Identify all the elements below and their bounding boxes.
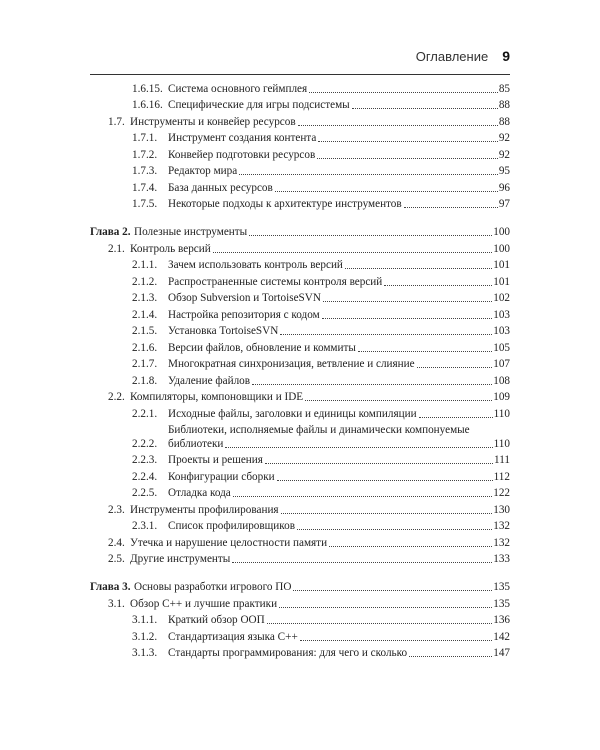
toc-entry-page: 135 <box>493 597 510 610</box>
leader-dots <box>329 546 492 547</box>
leader-dots <box>322 318 493 319</box>
toc-entry-title: Зачем использовать контроль версий <box>168 259 343 271</box>
toc-entry[interactable] <box>90 223 510 239</box>
toc-entry-number: 2.2. <box>108 391 125 403</box>
leader-dots <box>279 607 492 608</box>
toc-entry-title-cell <box>168 324 279 338</box>
toc-entry-number: 2.1.8. <box>132 374 158 387</box>
leader-dots <box>277 480 493 481</box>
toc-entry-number: 2.1.5. <box>132 325 158 337</box>
leader-dots <box>409 656 492 657</box>
toc-entry-number: 3.1. <box>108 597 125 610</box>
toc-entry-title: Стандарты программирования: для чего и сколько <box>168 647 408 659</box>
toc-entry-page: 96 <box>498 181 510 194</box>
toc-entry[interactable] <box>90 421 510 451</box>
toc-entry[interactable] <box>90 404 510 421</box>
toc-entry[interactable] <box>90 322 510 339</box>
toc-entry-title-cell <box>130 536 328 550</box>
toc-entry[interactable] <box>90 112 510 129</box>
leader-dots <box>419 417 493 418</box>
toc-entry-title-cell <box>134 580 292 594</box>
leader-dots <box>300 640 492 641</box>
toc-entry-title: Проекты и решения <box>168 454 263 466</box>
toc-entry-page: 122 <box>493 487 510 499</box>
toc-entry-number: 2.1.4. <box>132 308 158 321</box>
toc-entry[interactable] <box>90 533 510 550</box>
toc-entry-title: Конфигурации сборки <box>168 470 275 483</box>
toc-entry-page: 105 <box>493 341 510 354</box>
toc-entry-title-cell <box>130 503 280 517</box>
toc-entry-number: 2.1.2. <box>132 275 158 288</box>
running-header <box>416 48 510 64</box>
toc-entry-title: Контроль версий <box>130 242 211 255</box>
toc-entry[interactable] <box>90 371 510 388</box>
toc-entry-title: Отладка кода <box>168 487 231 499</box>
toc-entry-page: 110 <box>493 437 510 450</box>
toc-entry-title-cell <box>168 197 403 211</box>
toc-entry[interactable] <box>90 305 510 322</box>
toc-entry-title-cell <box>130 115 297 129</box>
toc-entry-page: 132 <box>493 536 510 549</box>
leader-dots <box>345 268 492 269</box>
toc-entry-title: Версии файлов, обновление и коммиты <box>168 341 356 354</box>
toc-entry[interactable] <box>90 467 510 484</box>
leader-dots <box>318 141 498 142</box>
toc-entry-number: 1.7.3. <box>132 165 158 177</box>
toc-entry-number: 2.2.4. <box>132 470 158 483</box>
leader-dots <box>358 351 492 352</box>
toc-entry-page: 102 <box>493 292 510 304</box>
toc-entry-page: 142 <box>493 630 510 643</box>
toc-entry-title-cell <box>168 374 251 388</box>
leader-dots <box>281 513 493 514</box>
leader-dots <box>213 252 492 253</box>
leader-dots <box>293 590 492 591</box>
toc-entry-number: 2.1.1. <box>132 259 158 271</box>
leader-dots <box>323 301 492 302</box>
toc-entry-number: 2.3. <box>108 503 125 516</box>
toc-entry-title-cell <box>130 552 231 566</box>
toc-entry-title: Компиляторы, компоновщики и IDE <box>130 391 304 403</box>
toc-entry-title-cell <box>168 98 351 112</box>
toc-entry-title: Исходные файлы, заголовки и единицы компиляции <box>168 407 417 420</box>
page-number: 9 <box>502 48 510 64</box>
toc-entry[interactable] <box>90 178 510 195</box>
toc-entry[interactable] <box>90 96 510 113</box>
toc-entry-title: Краткий обзор ООП <box>168 614 265 626</box>
toc-entry-number: 2.5. <box>108 553 125 565</box>
toc-entry-title-cell <box>168 407 418 421</box>
toc-entry-page: 107 <box>493 358 510 370</box>
toc-entry-number: 1.7.2. <box>132 148 158 161</box>
toc-entry-title: Специфические для игры подсистемы <box>168 99 350 111</box>
toc-entry-title-cell <box>168 148 316 162</box>
toc-entry[interactable] <box>90 388 510 405</box>
toc-entry-title: Редактор мира <box>168 165 238 177</box>
toc-entry[interactable] <box>90 517 510 534</box>
toc-entry-title: Система основного геймплея <box>168 82 308 95</box>
toc-entry-title-cell <box>168 357 416 371</box>
toc-entry-page: 85 <box>498 82 510 95</box>
toc-entry[interactable] <box>90 484 510 501</box>
toc-entry-page: 92 <box>498 148 510 161</box>
toc-entry[interactable] <box>90 195 510 212</box>
toc-entry-number: 3.1.1. <box>132 614 158 626</box>
toc-entry-title: Список профилировщиков <box>168 520 296 532</box>
toc-entry[interactable] <box>90 594 510 611</box>
leader-dots <box>417 367 493 368</box>
toc-entry-page: 88 <box>498 115 510 128</box>
toc-entry-number: 2.3.1. <box>132 520 158 532</box>
toc-entry-page: 110 <box>493 407 510 420</box>
toc-entry-title-cell <box>168 519 296 533</box>
toc-entry-title-cell <box>168 275 383 289</box>
toc-entry[interactable] <box>90 611 510 628</box>
toc-entry-title-cell <box>168 308 321 322</box>
toc-entry-page: 103 <box>493 308 510 321</box>
toc-entry-number: 1.7.4. <box>132 181 158 194</box>
toc-entry-number: 3.1.2. <box>132 630 158 643</box>
toc-entry-number: 2.1.6. <box>132 341 158 354</box>
leader-dots <box>309 92 498 93</box>
toc-entry[interactable] <box>90 627 510 644</box>
toc-entry[interactable] <box>90 500 510 517</box>
toc-entry-title-cell <box>168 82 308 96</box>
toc-entry-title-cell <box>168 613 266 627</box>
toc-entry-title: Настройка репозитория с кодом <box>168 308 320 321</box>
leader-dots <box>384 285 492 286</box>
toc-entry[interactable] <box>90 578 510 594</box>
toc-entry-title-cell <box>168 258 344 272</box>
toc-entry-number: 1.7. <box>108 115 125 128</box>
toc-entry[interactable] <box>90 129 510 146</box>
toc-entry-title-cell <box>168 470 276 484</box>
toc-entry-page: 135 <box>493 581 510 593</box>
toc-entry-title-cell <box>168 453 264 467</box>
leader-dots <box>275 191 498 192</box>
toc-entry-title-continued: библиотеки <box>168 437 224 450</box>
toc-entry[interactable] <box>90 256 510 273</box>
toc-entry-number: 2.1. <box>108 242 125 255</box>
toc-entry-page: 103 <box>493 325 510 337</box>
running-header-title: Оглавление <box>415 49 489 64</box>
leader-dots <box>297 529 492 530</box>
leader-dots <box>352 108 498 109</box>
toc-entry-title-cell <box>168 486 232 500</box>
toc-entry-page: 112 <box>493 470 510 483</box>
toc-entry-title: Обзор Subversion и TortoiseSVN <box>168 292 321 304</box>
toc-entry-title-line2 <box>168 437 510 451</box>
toc-entry-title-cell <box>134 225 248 239</box>
toc-entry-page: 147 <box>493 647 510 659</box>
toc-entry-title: Некоторые подходы к архитектуре инструментов <box>168 198 402 210</box>
toc-entry-page: 136 <box>493 614 510 626</box>
toc-entry-title-cell <box>168 630 299 644</box>
toc-entry-title: Инструмент создания контента <box>168 132 317 144</box>
toc-entry-page: 97 <box>498 198 510 210</box>
toc-entry-title: Установка TortoiseSVN <box>168 325 279 337</box>
toc-entry-page: 95 <box>498 165 510 177</box>
toc-entry-title-cell <box>130 242 212 256</box>
toc-entry-title: Библиотеки, исполняемые файлы и динамически компонуемые <box>168 423 470 436</box>
toc-entry-page: 133 <box>493 553 510 565</box>
toc-entry-page: 109 <box>493 391 510 403</box>
toc-entry[interactable] <box>90 550 510 567</box>
toc-entry[interactable] <box>90 272 510 289</box>
leader-dots <box>249 235 492 236</box>
toc-entry[interactable] <box>90 644 510 661</box>
toc-entry-title-cell <box>168 291 322 305</box>
toc-entry-title: Другие инструменты <box>130 553 231 565</box>
toc-entry-number: 2.2.5. <box>132 487 158 499</box>
toc-entry-title-cell <box>168 131 317 145</box>
leader-dots <box>298 125 498 126</box>
toc-entry-title-cell <box>168 181 274 195</box>
toc-entry[interactable] <box>90 145 510 162</box>
toc-entry-title: Полезные инструменты <box>134 226 248 238</box>
leader-dots <box>239 174 498 175</box>
toc-entry-page: 111 <box>494 454 510 466</box>
leader-dots <box>317 158 498 159</box>
leader-dots <box>225 447 492 448</box>
leader-dots <box>280 334 492 335</box>
toc-entry-page: 88 <box>498 99 510 111</box>
toc-entry-title: Основы разработки игрового ПО <box>134 581 292 593</box>
toc-entry[interactable] <box>90 79 510 96</box>
toc-entry-number: 2.2.1. <box>132 407 158 420</box>
toc-entry-title-cell <box>168 341 357 355</box>
leader-dots <box>404 207 498 208</box>
toc-entry-number: 2.1.7. <box>132 358 158 370</box>
toc-entry-title-cell <box>130 390 304 404</box>
toc-entry-number: 1.7.5. <box>132 198 158 210</box>
toc-entry-page: 100 <box>493 226 510 238</box>
toc-entry-title-cell <box>168 423 510 451</box>
toc-entry-number: 1.6.15. <box>132 82 163 95</box>
leader-dots <box>267 623 493 624</box>
toc-entry-title: База данных ресурсов <box>168 181 273 194</box>
toc-entry-page: 101 <box>493 275 510 288</box>
toc-entry-number: 2.4. <box>108 536 125 549</box>
toc-entry[interactable] <box>90 338 510 355</box>
toc-entry-title: Конвейер подготовки ресурсов <box>168 148 316 161</box>
leader-dots <box>252 384 492 385</box>
toc-entry-title-cell <box>168 164 238 178</box>
toc-entry-number: Глава 3. <box>90 581 131 593</box>
table-of-contents <box>90 79 510 660</box>
leader-dots <box>232 562 492 563</box>
toc-entry-number: 1.6.16. <box>132 99 163 111</box>
toc-entry-title: Обзор C++ и лучшие практики <box>130 597 278 610</box>
leader-dots <box>233 496 492 497</box>
toc-entry-title: Инструменты и конвейер ресурсов <box>130 115 296 128</box>
toc-entry-page: 92 <box>498 132 510 144</box>
toc-entry-number: 2.2.2. <box>132 437 158 450</box>
toc-entry[interactable] <box>90 162 510 179</box>
toc-entry-title: Стандартизация языка C++ <box>168 630 298 643</box>
toc-entry-title-cell <box>130 597 278 611</box>
toc-entry-number: 1.7.1. <box>132 132 158 144</box>
toc-entry-page: 132 <box>493 520 510 532</box>
toc-entry-title-cell <box>168 646 408 660</box>
toc-entry-number: 3.1.3. <box>132 647 158 659</box>
toc-entry[interactable] <box>90 289 510 306</box>
toc-entry-title: Утечка и нарушение целостности памяти <box>130 536 328 549</box>
toc-entry-number: 2.2.3. <box>132 454 158 466</box>
toc-entry-number: Глава 2. <box>90 226 131 238</box>
toc-entry[interactable] <box>90 239 510 256</box>
leader-dots <box>305 400 492 401</box>
toc-entry-title: Распространенные системы контроля версий <box>168 275 383 288</box>
leader-dots <box>265 463 493 464</box>
toc-entry-title: Удаление файлов <box>168 374 251 387</box>
toc-entry-title: Многократная синхронизация, ветвление и слияние <box>168 358 415 370</box>
toc-entry[interactable] <box>90 355 510 372</box>
toc-entry-page: 130 <box>493 503 510 516</box>
header-divider <box>90 74 510 75</box>
toc-entry-title: Инструменты профилирования <box>130 503 279 516</box>
toc-entry-number: 2.1.3. <box>132 292 158 304</box>
toc-entry-page: 100 <box>493 242 510 255</box>
toc-entry-page: 101 <box>493 259 510 271</box>
toc-entry[interactable] <box>90 451 510 468</box>
toc-entry-page: 108 <box>493 374 510 387</box>
